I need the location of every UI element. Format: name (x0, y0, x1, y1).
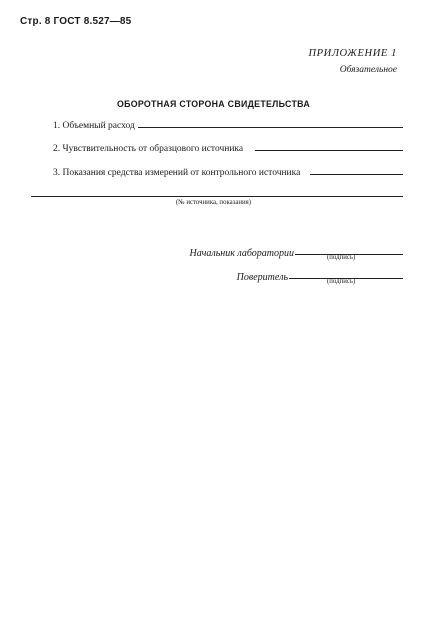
signature-label: Начальник лаборатории (189, 248, 294, 259)
field-instrument-readings (53, 165, 403, 178)
field-label: 1. Объемный расход (53, 121, 135, 131)
field-label: 3. Показания средства измерений от контрольного источника (53, 168, 301, 178)
field-label: 2. Чувствительность от образцового источника (53, 144, 244, 154)
signature-label: Поверитель (236, 272, 288, 283)
appendix-block (308, 46, 397, 78)
signature-caption: (подпись) (327, 254, 356, 261)
field-sensitivity (53, 141, 403, 154)
fields-caption: (№ источника, показания) (175, 199, 252, 206)
fill-in-line (138, 127, 403, 128)
fill-in-line (255, 150, 403, 151)
appendix-title: ПРИЛОЖЕНИЕ 1 (308, 48, 397, 59)
page-header: Стр. 8 ГОСТ 8.527—85 (20, 16, 132, 27)
fill-in-line-full (31, 196, 403, 197)
signature-caption: (подпись) (327, 278, 356, 285)
field-volume-flow (53, 118, 403, 131)
section-title: ОБОРОТНАЯ СТОРОНА СВИДЕТЕЛЬСТВА (116, 99, 311, 109)
appendix-subtitle: Обязательное (339, 65, 397, 75)
fill-in-line (310, 174, 403, 175)
